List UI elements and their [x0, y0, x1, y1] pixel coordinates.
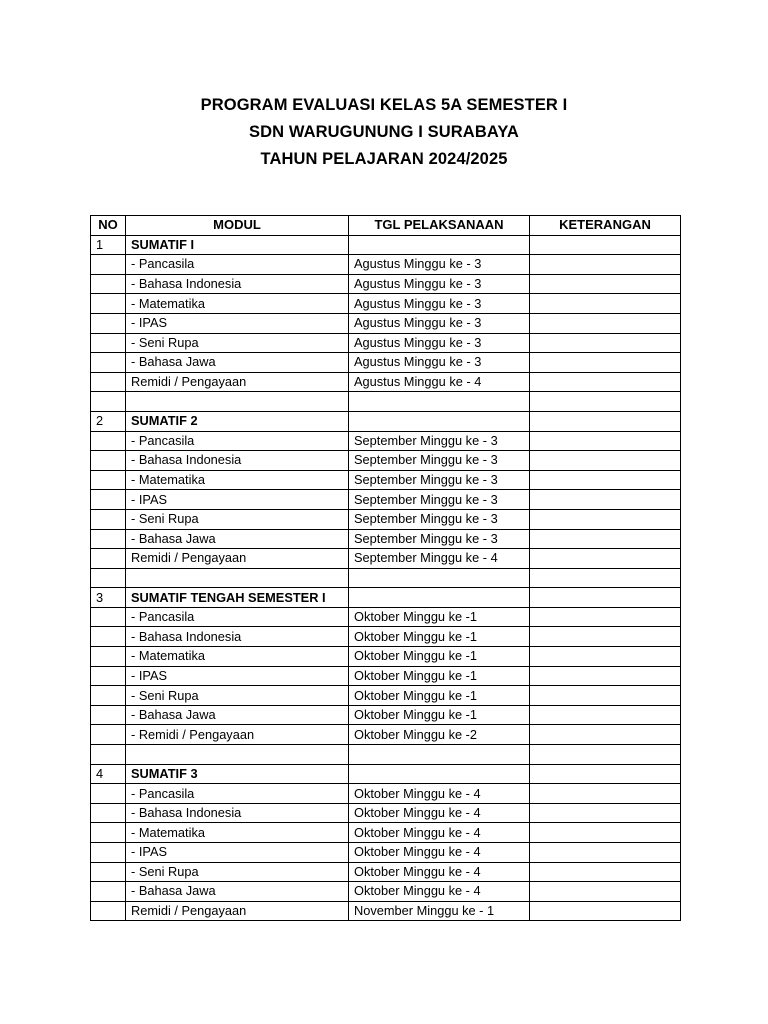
cell-no: [91, 353, 126, 373]
cell-no: [91, 705, 126, 725]
cell-keterangan: [530, 353, 681, 373]
table-row: [91, 235, 681, 255]
cell-tgl-pelaksanaan: September Minggu ke - 3: [349, 529, 530, 549]
cell-modul: [126, 568, 349, 588]
cell-no: [91, 686, 126, 706]
cell-no: [91, 255, 126, 275]
cell-tgl-pelaksanaan: [349, 588, 530, 608]
cell-modul: - Bahasa Indonesia: [126, 274, 349, 294]
cell-tgl-pelaksanaan: Oktober Minggu ke -1: [349, 647, 530, 667]
cell-no: [91, 843, 126, 863]
cell-modul: - Seni Rupa: [126, 862, 349, 882]
table-row: [91, 823, 681, 843]
cell-keterangan: [530, 901, 681, 921]
cell-modul: - Pancasila: [126, 431, 349, 451]
table-row: [91, 274, 681, 294]
table-row: [91, 803, 681, 823]
cell-modul: - Bahasa Jawa: [126, 882, 349, 902]
table-row: [91, 509, 681, 529]
cell-no: [91, 647, 126, 667]
table-row: [91, 705, 681, 725]
cell-modul: - IPAS: [126, 313, 349, 333]
table-row: [91, 490, 681, 510]
cell-tgl-pelaksanaan: Oktober Minggu ke - 4: [349, 843, 530, 863]
cell-tgl-pelaksanaan: Agustus Minggu ke - 3: [349, 353, 530, 373]
table-row: [91, 470, 681, 490]
cell-tgl-pelaksanaan: [349, 745, 530, 765]
cell-keterangan: [530, 607, 681, 627]
cell-no: 3: [91, 588, 126, 608]
cell-keterangan: [530, 686, 681, 706]
table-body: [91, 235, 681, 921]
cell-no: [91, 313, 126, 333]
cell-tgl-pelaksanaan: September Minggu ke - 4: [349, 549, 530, 569]
cell-no: [91, 274, 126, 294]
cell-tgl-pelaksanaan: Agustus Minggu ke - 4: [349, 372, 530, 392]
cell-no: [91, 549, 126, 569]
cell-modul: - Bahasa Indonesia: [126, 451, 349, 471]
cell-keterangan: [530, 784, 681, 804]
cell-modul: - IPAS: [126, 843, 349, 863]
table-row: [91, 725, 681, 745]
cell-keterangan: [530, 411, 681, 431]
table-row: [91, 882, 681, 902]
cell-no: [91, 372, 126, 392]
cell-no: [91, 509, 126, 529]
cell-modul: [126, 392, 349, 412]
cell-keterangan: [530, 490, 681, 510]
table-row: [91, 333, 681, 353]
document-title: [0, 92, 768, 173]
cell-tgl-pelaksanaan: Oktober Minggu ke -1: [349, 705, 530, 725]
cell-modul: - Pancasila: [126, 255, 349, 275]
cell-keterangan: [530, 568, 681, 588]
cell-tgl-pelaksanaan: Oktober Minggu ke -1: [349, 666, 530, 686]
cell-tgl-pelaksanaan: September Minggu ke - 3: [349, 509, 530, 529]
cell-modul: SUMATIF I: [126, 235, 349, 255]
table-row: [91, 764, 681, 784]
cell-modul: Remidi / Pengayaan: [126, 549, 349, 569]
table-header-row: [91, 216, 681, 236]
table-row: [91, 451, 681, 471]
table-row: [91, 353, 681, 373]
cell-modul: - Matematika: [126, 823, 349, 843]
cell-modul: - Pancasila: [126, 607, 349, 627]
cell-no: [91, 392, 126, 412]
cell-keterangan: [530, 803, 681, 823]
cell-modul: - Remidi / Pengayaan: [126, 725, 349, 745]
cell-modul: - Matematika: [126, 294, 349, 314]
table-row: [91, 784, 681, 804]
cell-no: [91, 333, 126, 353]
cell-modul: - Seni Rupa: [126, 686, 349, 706]
cell-tgl-pelaksanaan: Agustus Minggu ke - 3: [349, 294, 530, 314]
title-line-year: TAHUN PELAJARAN 2024/2025: [260, 150, 508, 168]
table-row: [91, 607, 681, 627]
cell-no: 1: [91, 235, 126, 255]
table-row: [91, 745, 681, 765]
cell-tgl-pelaksanaan: September Minggu ke - 3: [349, 490, 530, 510]
cell-tgl-pelaksanaan: September Minggu ke - 3: [349, 470, 530, 490]
table-row: [91, 686, 681, 706]
cell-keterangan: [530, 470, 681, 490]
cell-modul: [126, 745, 349, 765]
cell-keterangan: [530, 235, 681, 255]
cell-tgl-pelaksanaan: Agustus Minggu ke - 3: [349, 255, 530, 275]
table-row: [91, 313, 681, 333]
cell-no: [91, 490, 126, 510]
table-row: [91, 901, 681, 921]
table-row: [91, 431, 681, 451]
cell-tgl-pelaksanaan: Oktober Minggu ke - 4: [349, 784, 530, 804]
cell-keterangan: [530, 431, 681, 451]
cell-tgl-pelaksanaan: September Minggu ke - 3: [349, 431, 530, 451]
cell-keterangan: [530, 745, 681, 765]
cell-keterangan: [530, 647, 681, 667]
cell-keterangan: [530, 294, 681, 314]
cell-tgl-pelaksanaan: Oktober Minggu ke - 4: [349, 803, 530, 823]
cell-tgl-pelaksanaan: Oktober Minggu ke - 4: [349, 823, 530, 843]
cell-keterangan: [530, 255, 681, 275]
cell-modul: - IPAS: [126, 490, 349, 510]
cell-no: [91, 470, 126, 490]
cell-no: [91, 568, 126, 588]
cell-tgl-pelaksanaan: Agustus Minggu ke - 3: [349, 333, 530, 353]
cell-modul: Remidi / Pengayaan: [126, 372, 349, 392]
header-no: NO: [91, 216, 126, 236]
table-row: [91, 294, 681, 314]
cell-keterangan: [530, 882, 681, 902]
cell-tgl-pelaksanaan: November Minggu ke - 1: [349, 901, 530, 921]
cell-tgl-pelaksanaan: Oktober Minggu ke - 4: [349, 882, 530, 902]
cell-keterangan: [530, 627, 681, 647]
cell-keterangan: [530, 333, 681, 353]
cell-keterangan: [530, 451, 681, 471]
cell-keterangan: [530, 529, 681, 549]
cell-keterangan: [530, 823, 681, 843]
cell-modul: - Pancasila: [126, 784, 349, 804]
cell-no: 2: [91, 411, 126, 431]
cell-keterangan: [530, 392, 681, 412]
table-row: [91, 392, 681, 412]
table-row: [91, 843, 681, 863]
cell-modul: - Seni Rupa: [126, 333, 349, 353]
cell-tgl-pelaksanaan: Agustus Minggu ke - 3: [349, 313, 530, 333]
cell-no: [91, 862, 126, 882]
cell-no: [91, 294, 126, 314]
table-row: [91, 666, 681, 686]
cell-tgl-pelaksanaan: Oktober Minggu ke -1: [349, 607, 530, 627]
cell-keterangan: [530, 549, 681, 569]
cell-modul: - Bahasa Jawa: [126, 353, 349, 373]
cell-keterangan: [530, 666, 681, 686]
cell-no: [91, 882, 126, 902]
cell-modul: - Bahasa Jawa: [126, 529, 349, 549]
cell-tgl-pelaksanaan: Oktober Minggu ke - 4: [349, 862, 530, 882]
table-row: [91, 568, 681, 588]
cell-keterangan: [530, 843, 681, 863]
cell-tgl-pelaksanaan: Agustus Minggu ke - 3: [349, 274, 530, 294]
table-row: [91, 372, 681, 392]
cell-modul: - Bahasa Jawa: [126, 705, 349, 725]
table-row: [91, 647, 681, 667]
cell-no: [91, 784, 126, 804]
cell-no: [91, 823, 126, 843]
cell-keterangan: [530, 588, 681, 608]
cell-keterangan: [530, 764, 681, 784]
table-row: [91, 627, 681, 647]
cell-modul: - IPAS: [126, 666, 349, 686]
cell-keterangan: [530, 313, 681, 333]
cell-modul: - Matematika: [126, 647, 349, 667]
cell-keterangan: [530, 862, 681, 882]
cell-keterangan: [530, 372, 681, 392]
cell-no: [91, 431, 126, 451]
cell-modul: - Bahasa Indonesia: [126, 803, 349, 823]
table-row: [91, 588, 681, 608]
cell-keterangan: [530, 274, 681, 294]
cell-no: 4: [91, 764, 126, 784]
cell-modul: - Seni Rupa: [126, 509, 349, 529]
cell-modul: Remidi / Pengayaan: [126, 901, 349, 921]
cell-keterangan: [530, 725, 681, 745]
cell-no: [91, 725, 126, 745]
cell-no: [91, 529, 126, 549]
table-row: [91, 255, 681, 275]
cell-tgl-pelaksanaan: Oktober Minggu ke -1: [349, 627, 530, 647]
cell-keterangan: [530, 509, 681, 529]
cell-no: [91, 666, 126, 686]
cell-tgl-pelaksanaan: [349, 235, 530, 255]
cell-tgl-pelaksanaan: [349, 568, 530, 588]
cell-tgl-pelaksanaan: [349, 392, 530, 412]
cell-no: [91, 627, 126, 647]
cell-modul: SUMATIF TENGAH SEMESTER I: [126, 588, 349, 608]
header-tgl-pelaksanaan: TGL PELAKSANAAN: [349, 216, 530, 236]
cell-modul: SUMATIF 2: [126, 411, 349, 431]
cell-no: [91, 901, 126, 921]
cell-tgl-pelaksanaan: September Minggu ke - 3: [349, 451, 530, 471]
cell-tgl-pelaksanaan: Oktober Minggu ke -1: [349, 686, 530, 706]
header-modul: MODUL: [126, 216, 349, 236]
cell-no: [91, 803, 126, 823]
cell-no: [91, 451, 126, 471]
cell-tgl-pelaksanaan: Oktober Minggu ke -2: [349, 725, 530, 745]
header-keterangan: KETERANGAN: [530, 216, 681, 236]
cell-tgl-pelaksanaan: [349, 764, 530, 784]
cell-no: [91, 607, 126, 627]
table-row: [91, 411, 681, 431]
cell-modul: SUMATIF 3: [126, 764, 349, 784]
table-row: [91, 862, 681, 882]
table-row: [91, 549, 681, 569]
cell-modul: - Bahasa Indonesia: [126, 627, 349, 647]
cell-tgl-pelaksanaan: [349, 411, 530, 431]
table-row: [91, 529, 681, 549]
cell-modul: - Matematika: [126, 470, 349, 490]
cell-no: [91, 745, 126, 765]
cell-keterangan: [530, 705, 681, 725]
title-line-program: PROGRAM EVALUASI KELAS 5A SEMESTER I: [200, 96, 568, 114]
title-line-school: SDN WARUGUNUNG I SURABAYA: [249, 123, 519, 141]
evaluation-table: [90, 215, 681, 921]
